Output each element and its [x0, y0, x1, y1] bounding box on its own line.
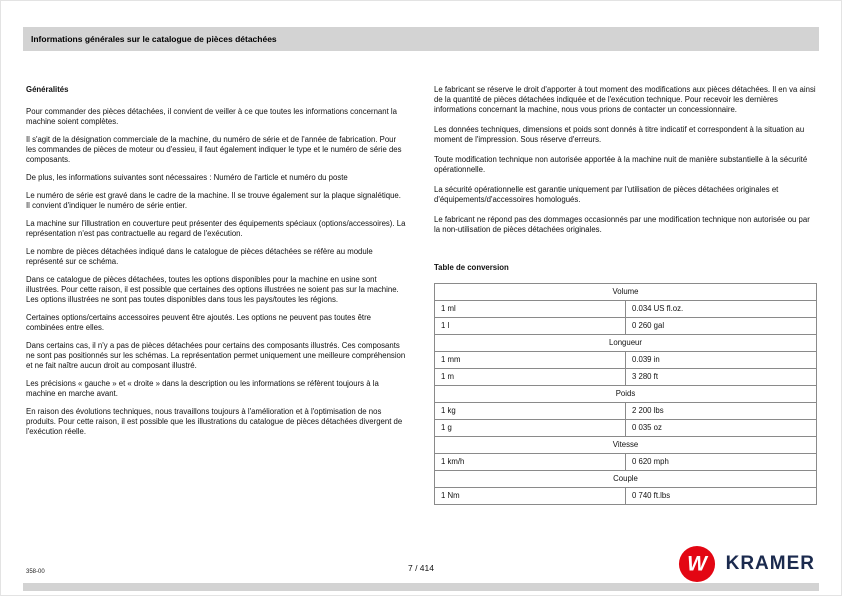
unit-cell: 1 Nm — [435, 488, 626, 505]
paragraph: Il s'agit de la désignation commerciale de la machine, du numéro de série et de l'année de fabrication. Pour les commandes de pièces de moteur ou d'essieu, il faut également indiquer le type et le numéro de série des composants. — [26, 135, 402, 164]
paragraph: Les précisions « gauche » et « droite » dans la description ou les informations se réfèrent toujours à la machine en marche avant. — [26, 379, 379, 398]
section-label: Volume — [435, 284, 817, 301]
paragraph: Le numéro de série est gravé dans le cadre de la machine. Il se trouve également sur la plaque signalétique. Il convient d'indiquer le numéro de série entier. — [26, 191, 401, 210]
conversion-data-row — [435, 318, 817, 335]
value-cell: 0 620 mph — [626, 454, 817, 471]
conversion-data-row — [435, 369, 817, 386]
conversion-section-row — [435, 437, 817, 454]
page-header — [23, 27, 819, 51]
conversion-section-row — [435, 284, 817, 301]
paragraph: Le nombre de pièces détachées indiqué dans le catalogue de pièces détachées se réfère au module représenté sur ce schéma. — [26, 247, 373, 266]
kramer-w-icon — [678, 545, 716, 583]
paragraph: Les données techniques, dimensions et poids sont donnés à titre indicatif et correspondent à la situation au moment de l'impression. Sous réserve d'erreurs. — [434, 125, 805, 144]
svg-text:W: W — [686, 552, 707, 576]
value-cell: 3 280 ft — [626, 369, 817, 386]
unit-cell: 1 km/h — [435, 454, 626, 471]
conversion-data-row — [435, 454, 817, 471]
paragraph: Le fabricant ne répond pas des dommages occasionnés par une modification technique non autorisée ou par la non-utilisation de pièces détachées originales. — [434, 215, 810, 234]
conversion-table-title: Table de conversion — [434, 263, 509, 272]
section-label: Longueur — [435, 335, 817, 352]
conversion-data-row — [435, 403, 817, 420]
left-column — [26, 85, 406, 505]
brand-wordmark: KRAMER — [725, 553, 815, 574]
content — [26, 85, 817, 505]
kramer-logo — [678, 545, 815, 583]
unit-cell: 1 mm — [435, 352, 626, 369]
paragraph: En raison des évolutions techniques, nous travaillons toujours à l'amélioration et à l'optimisation de nos produits. Pour cette raison, il est possible que les illustrations du catalogue de pièces détachées divergent de l'exécution réelle. — [26, 407, 403, 436]
paragraph: Toute modification technique non autorisée apportée à la machine nuit de manière substantielle à la sécurité opérationnelle. — [434, 155, 808, 174]
conversion-data-row — [435, 301, 817, 318]
unit-cell: 1 kg — [435, 403, 626, 420]
doc-code: 358-00 — [26, 569, 45, 575]
section-label: Poids — [435, 386, 817, 403]
conversion-data-row — [435, 420, 817, 437]
value-cell: 0 740 ft.lbs — [626, 488, 817, 505]
conversion-data-row — [435, 488, 817, 505]
paragraph: De plus, les informations suivantes sont nécessaires : Numéro de l'article et numéro du poste — [26, 173, 348, 182]
conversion-table — [434, 283, 817, 505]
paragraph: Certaines options/certains accessoires peuvent être ajoutés. Les options ne peuvent pas toutes être combinées entre elles. — [26, 313, 372, 332]
paragraph: Dans certains cas, il n'y a pas de pièces détachées pour certains des composants illustrés. Ces composants ne sont pas positionnés sur les schémas. La représentation permet uniquement une meilleure compréhension et ne fait naître aucun droit au composant illustré. — [26, 341, 406, 370]
conversion-section-row — [435, 386, 817, 403]
section-label: Couple — [435, 471, 817, 488]
page-number: 7 / 414 — [408, 563, 434, 573]
paragraph: Dans ce catalogue de pièces détachées, toutes les options disponibles pour la machine en usine sont illustrées. Pour cette raison, il est possible que certaines des options illustrées ne soient pas sur la machine. Les options illustrées ne sont pas toutes disponibles dans tous les pays/toutes les régions. — [26, 275, 399, 304]
page-title: Informations générales sur le catalogue de pièces détachées — [31, 34, 277, 44]
value-cell: 0.034 US fl.oz. — [626, 301, 817, 318]
paragraph: Pour commander des pièces détachées, il convient de veiller à ce que toutes les informations concernant la machine soient complètes. — [26, 107, 397, 126]
value-cell: 0 260 gal — [626, 318, 817, 335]
section-label: Vitesse — [435, 437, 817, 454]
unit-cell: 1 l — [435, 318, 626, 335]
conversion-data-row — [435, 352, 817, 369]
value-cell: 0.039 in — [626, 352, 817, 369]
unit-cell: 1 g — [435, 420, 626, 437]
paragraph: Le fabricant se réserve le droit d'apporter à tout moment des modifications aux pièces détachées. Il en va ainsi de la quantité de pièces détachées indiquée et de l'exécution technique. Pour recevoir les dernières informations concernant la machine, nous vous prions de contacter un concessionnaire. — [434, 85, 816, 114]
conversion-section-row — [435, 335, 817, 352]
value-cell: 2 200 lbs — [626, 403, 817, 420]
value-cell: 0 035 oz — [626, 420, 817, 437]
section-heading-generalites: Généralités — [26, 85, 69, 94]
right-column — [434, 85, 817, 505]
paragraph: La machine sur l'illustration en couverture peut présenter des équipements spéciaux (options/accessoires). La représentation n'est pas contractuelle au regard de l'exécution. — [26, 219, 406, 238]
unit-cell: 1 m — [435, 369, 626, 386]
conversion-section-row — [435, 471, 817, 488]
paragraph: La sécurité opérationnelle est garantie uniquement par l'utilisation de pièces détachées originales et d'équipements/d'accessoires homologués. — [434, 185, 779, 204]
bottom-bar — [23, 583, 819, 591]
unit-cell: 1 ml — [435, 301, 626, 318]
